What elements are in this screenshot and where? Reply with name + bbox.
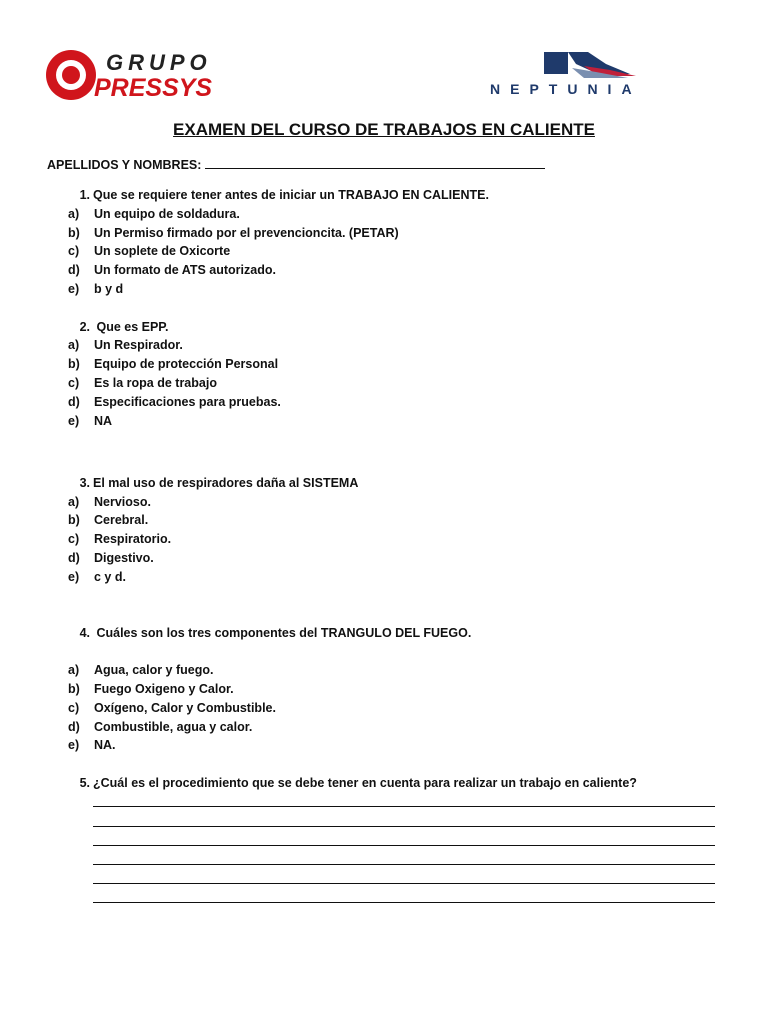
question-number: 5. <box>79 776 90 790</box>
option-3a[interactable] <box>68 495 718 511</box>
option-letter: d) <box>68 263 80 277</box>
question-text: ¿Cuál es el procedimiento que se debe tener en cuenta para realizar un trabajo en caliente? <box>93 776 637 790</box>
answer-line-4[interactable] <box>93 864 715 865</box>
option-text: Un Respirador. <box>94 338 183 352</box>
option-text: Cerebral. <box>94 513 149 527</box>
answer-line-5[interactable] <box>93 883 715 884</box>
option-text: Un Permiso firmado por el prevencioncita. (PETAR) <box>94 226 399 240</box>
option-letter: a) <box>68 663 80 677</box>
option-1e[interactable] <box>68 282 718 298</box>
option-4e[interactable] <box>68 738 718 754</box>
option-1a[interactable] <box>68 207 718 223</box>
option-text: b y d <box>94 282 124 296</box>
option-letter: c) <box>68 376 80 390</box>
question-5 <box>68 776 718 792</box>
option-text: Un equipo de soldadura. <box>94 207 240 221</box>
option-text: Un formato de ATS autorizado. <box>94 263 276 277</box>
option-text: Oxígeno, Calor y Combustible. <box>94 701 276 715</box>
answer-line-3[interactable] <box>93 845 715 846</box>
option-2e[interactable] <box>68 414 718 430</box>
answer-line-2[interactable] <box>93 826 715 827</box>
option-1c[interactable] <box>68 244 718 260</box>
logo-text-grupo: GRUPO <box>106 50 212 75</box>
option-text: Digestivo. <box>94 551 154 565</box>
option-text: NA <box>94 414 113 428</box>
option-4b[interactable] <box>68 682 718 698</box>
question-3 <box>68 476 718 492</box>
answer-line-1[interactable] <box>93 806 715 807</box>
option-1b[interactable] <box>68 226 718 242</box>
question-text: El mal uso de respiradores daña al SISTEMA <box>93 476 359 490</box>
option-2c[interactable] <box>68 376 718 392</box>
option-letter: a) <box>68 207 80 221</box>
option-2b[interactable] <box>68 357 718 373</box>
option-text: Agua, calor y fuego. <box>94 663 214 677</box>
option-text: c y d. <box>94 570 126 584</box>
option-letter: d) <box>68 551 80 565</box>
option-letter: b) <box>68 226 80 240</box>
option-text: Un soplete de Oxicorte <box>94 244 231 258</box>
names-label: APELLIDOS Y NOMBRES: <box>47 158 202 172</box>
option-letter: e) <box>68 738 80 752</box>
option-letter: e) <box>68 414 80 428</box>
question-1 <box>68 188 718 204</box>
question-2 <box>68 320 718 336</box>
option-text: Es la ropa de trabajo <box>94 376 217 390</box>
option-text: Respiratorio. <box>94 532 172 546</box>
logo-text-pressys: PRESSYS <box>94 74 213 102</box>
option-text: Nervioso. <box>94 495 151 509</box>
option-letter: a) <box>68 338 80 352</box>
question-4 <box>68 626 718 642</box>
option-4d[interactable] <box>68 720 718 736</box>
question-text: Cuáles son los tres componentes del TRANGULO DEL FUEGO. <box>93 626 472 640</box>
question-text: Que se requiere tener antes de iniciar un TRABAJO EN CALIENTE. <box>93 188 489 202</box>
option-letter: d) <box>68 395 80 409</box>
option-letter: b) <box>68 357 80 371</box>
option-3c[interactable] <box>68 532 718 548</box>
question-text: Que es EPP. <box>93 320 169 334</box>
option-text: Combustible, agua y calor. <box>94 720 253 734</box>
option-2d[interactable] <box>68 395 718 411</box>
option-letter: c) <box>68 701 80 715</box>
option-letter: c) <box>68 244 80 258</box>
option-letter: c) <box>68 532 80 546</box>
option-text: Equipo de protección Personal <box>94 357 279 371</box>
option-3b[interactable] <box>68 513 718 529</box>
question-number: 1. <box>79 188 90 202</box>
option-4a[interactable] <box>68 663 718 679</box>
question-number: 3. <box>79 476 90 490</box>
option-text: Especificaciones para pruebas. <box>94 395 281 409</box>
option-1d[interactable] <box>68 263 718 279</box>
option-3d[interactable] <box>68 551 718 567</box>
option-2a[interactable] <box>68 338 718 354</box>
option-text: NA. <box>94 738 116 752</box>
answer-line-6[interactable] <box>93 902 715 903</box>
logo-text-neptunia: NEPTUNIA <box>490 81 642 97</box>
names-field[interactable] <box>47 156 545 172</box>
option-letter: b) <box>68 682 80 696</box>
names-blank-line[interactable] <box>205 156 545 169</box>
option-letter: a) <box>68 495 80 509</box>
option-4c[interactable] <box>68 701 718 717</box>
option-letter: e) <box>68 570 80 584</box>
question-number: 4. <box>79 626 90 640</box>
option-3e[interactable] <box>68 570 718 586</box>
option-text: Fuego Oxigeno y Calor. <box>94 682 234 696</box>
exam-title: EXAMEN DEL CURSO DE TRABAJOS EN CALIENTE <box>173 120 595 139</box>
neptunia-logo <box>488 50 688 98</box>
question-number: 2. <box>79 320 90 334</box>
option-letter: b) <box>68 513 80 527</box>
grupo-pressys-logo <box>44 46 234 104</box>
option-letter: e) <box>68 282 80 296</box>
option-letter: d) <box>68 720 80 734</box>
